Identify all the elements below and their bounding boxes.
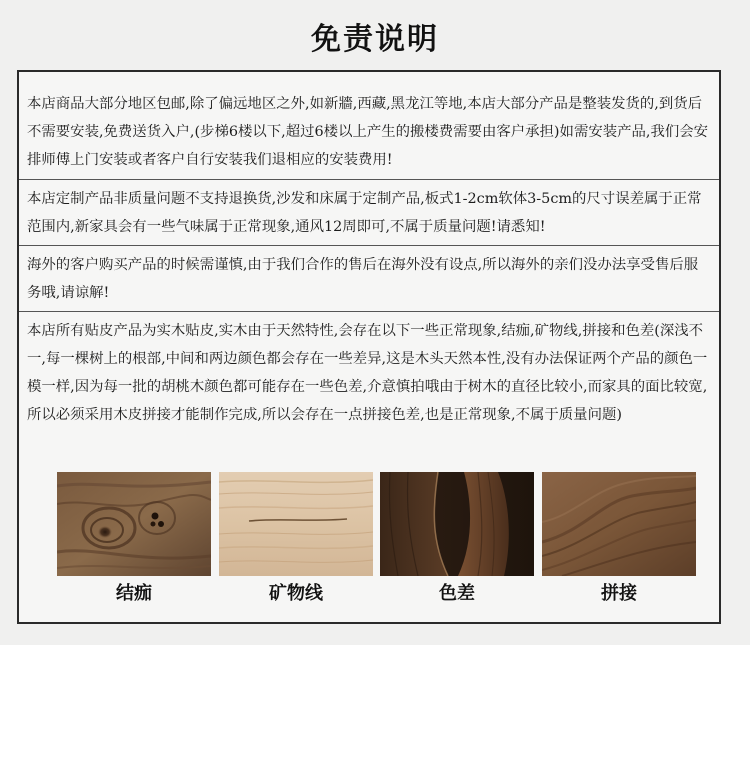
walnut-veneer-splice-image bbox=[542, 472, 696, 576]
walnut-knot-image bbox=[57, 472, 211, 576]
shipping-paragraph: 本店商品大部分地区包邮,除了偏远地区之外,如新牆,西藏,黑龙江等地,本店大部分产品是整装发货的,到货后不需要安装,免费送货入户,(步梯6楼以下,超过6楼以上产生的搬楼费需要由客户承担)如需安装产品,我们会安排师傅上门安装或者客户自行安装我们退相应的安装费用! bbox=[27, 96, 709, 168]
veneer-paragraph: 本店所有贴皮产品为实木贴皮,实木由于天然特性,会存在以下一些正常现象,结痂,矿物线,拼接和色差(深浅不一,每一棵树上的根部,中间和两边颜色都会存在一些差异,这是木头天然本性,没有办法保证两个产品的颜色一模一样,因为每一批的胡桃木颜色都可能存在一些色差,介意慎拍哦由于树木的直径比较小,而家具的面比较宽,所以必须采用木皮拼接才能制作完成,所以会存在一点拼接色差,也是正常现象,不属于质量问题) bbox=[27, 323, 708, 423]
walnut-color-difference-image bbox=[380, 472, 534, 576]
divider bbox=[19, 179, 719, 180]
sample-color-difference bbox=[380, 472, 534, 608]
overseas-paragraph: 海外的客户购买产品的时候需谨慎,由于我们合作的售后在海外没有设点,所以海外的亲们没办法享受售后服务哦,请谅解! bbox=[27, 257, 699, 301]
sample-knot bbox=[57, 472, 211, 608]
sample-label: 拼接 bbox=[601, 583, 637, 604]
oak-mineral-line-image bbox=[219, 472, 373, 576]
sample-label: 矿物线 bbox=[269, 583, 323, 604]
sample-mineral-line bbox=[219, 472, 373, 608]
divider bbox=[19, 245, 719, 246]
wood-samples bbox=[19, 472, 719, 617]
sample-splice bbox=[542, 472, 696, 608]
sample-label: 色差 bbox=[439, 583, 475, 604]
disclaimer-box bbox=[17, 70, 721, 624]
sample-label: 结痂 bbox=[116, 583, 152, 604]
divider bbox=[19, 311, 719, 312]
custom-products-paragraph: 本店定制产品非质量问题不支持退换货,沙发和床属于定制产品,板式1-2cm软体3-5cm的尺寸误差属于正常范围内,新家具会有一些气味属于正常现象,通风12周即可,不属于质量问题!请悉知! bbox=[27, 191, 702, 235]
page-title: 免责说明 bbox=[311, 22, 439, 57]
